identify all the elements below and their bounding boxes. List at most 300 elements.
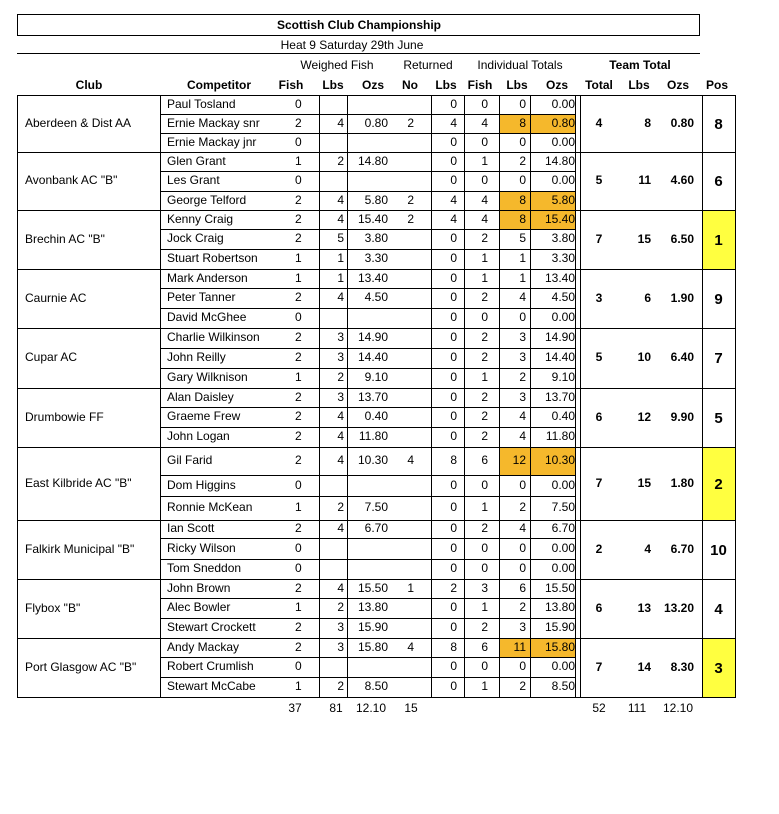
team-total-fish: 6 [595, 409, 603, 424]
individual-fish: 6 [481, 453, 488, 467]
returned-lbs: 0 [450, 96, 457, 111]
weighed-ozs: 13.70 [357, 389, 388, 404]
weighed-lbs: 2 [337, 370, 344, 384]
returned-lbs: 0 [450, 540, 457, 555]
individual-fish: 2 [481, 290, 488, 304]
weighed-fish: 1 [295, 500, 302, 514]
weighed-fish: 0 [295, 310, 302, 324]
weighed-lbs: 4 [337, 409, 344, 423]
team-total-ozs: 13.20 [663, 600, 694, 615]
grid-line [160, 677, 576, 678]
group-returned: Returned [403, 58, 453, 72]
weighed-fish: 2 [295, 290, 302, 304]
weighed-lbs: 4 [337, 115, 344, 130]
individual-fish: 1 [481, 500, 488, 514]
grid-line [530, 95, 531, 698]
col-individual-ozs: Ozs [545, 78, 568, 92]
individual-ozs: 6.70 [551, 521, 575, 535]
club-name: Falkirk Municipal "B" [25, 541, 135, 556]
weighed-ozs: 14.80 [357, 153, 388, 168]
weighed-fish: 2 [295, 580, 302, 595]
club-name: Flybox "B" [25, 600, 81, 615]
returned-lbs: 0 [450, 620, 457, 634]
team-total-lbs: 8 [644, 115, 651, 130]
team-total-lbs: 10 [637, 350, 651, 364]
individual-lbs: 8 [519, 192, 526, 207]
grid-line [160, 407, 576, 408]
individual-ozs: 8.50 [551, 679, 575, 693]
weighed-ozs: 3.30 [364, 251, 388, 265]
returned-lbs: 0 [450, 251, 457, 265]
weighed-ozs: 13.80 [357, 600, 388, 614]
weighed-lbs: 3 [337, 639, 344, 654]
weighed-fish: 2 [295, 521, 302, 535]
team-total-ozs: 1.80 [670, 475, 694, 490]
grid-line [699, 14, 700, 35]
individual-fish: 2 [481, 389, 488, 404]
club-position: 2 [714, 475, 723, 493]
returned-lbs: 8 [450, 639, 457, 654]
individual-fish: 3 [481, 580, 488, 595]
club-position: 3 [714, 659, 723, 677]
individual-ozs: 3.80 [551, 231, 575, 245]
individual-lbs: 0 [519, 310, 526, 324]
individual-ozs: 15.40 [544, 211, 575, 226]
individual-fish: 0 [481, 540, 488, 555]
weighed-fish: 2 [295, 115, 302, 130]
weighed-lbs: 5 [337, 231, 344, 245]
team-total-fish: 7 [595, 475, 603, 490]
individual-fish: 0 [481, 96, 488, 111]
grid-line [17, 447, 736, 448]
sheet-title: Scottish Club Championship [277, 18, 441, 32]
grand-total-fish: 37 [288, 701, 302, 715]
weighed-ozs: 6.70 [364, 521, 388, 535]
weighed-fish: 2 [295, 389, 302, 404]
grid-line [499, 95, 500, 698]
weighed-ozs: 0.80 [364, 115, 388, 130]
competitor-name: Les Grant [167, 173, 220, 187]
weighed-fish: 1 [295, 600, 302, 614]
weighed-ozs: 0.40 [364, 409, 388, 423]
returned-lbs: 4 [450, 192, 457, 207]
weighed-fish: 0 [295, 659, 302, 673]
grid-line [160, 348, 576, 349]
individual-ozs: 7.50 [551, 500, 575, 514]
individual-ozs: 14.40 [544, 350, 575, 364]
returned-lbs: 0 [450, 409, 457, 423]
individual-ozs: 0.00 [551, 310, 575, 324]
grid-line [17, 14, 700, 15]
individual-lbs: 4 [519, 290, 526, 304]
competitor-name: Jock Craig [167, 231, 224, 245]
individual-lbs: 3 [519, 620, 526, 634]
individual-lbs: 2 [519, 600, 526, 614]
col-club: Club [75, 78, 103, 92]
competitor-name: John Logan [167, 429, 230, 443]
club-position: 5 [714, 409, 723, 427]
individual-fish: 1 [481, 370, 488, 384]
individual-lbs: 0 [519, 173, 526, 187]
individual-lbs: 2 [519, 153, 526, 168]
weighed-fish: 2 [295, 453, 302, 467]
returned-lbs: 0 [450, 679, 457, 693]
returned-no: 2 [407, 192, 414, 207]
team-total-lbs: 15 [637, 475, 651, 490]
club-name: East Kilbride AC "B" [25, 475, 132, 490]
individual-lbs: 4 [519, 429, 526, 443]
returned-no: 4 [407, 453, 414, 467]
weighed-fish: 0 [295, 96, 302, 111]
team-total-lbs: 6 [644, 290, 651, 305]
individual-fish: 1 [481, 600, 488, 614]
grid-line [160, 368, 576, 369]
team-total-lbs: 13 [637, 600, 651, 615]
grid-line [702, 95, 703, 698]
team-total-ozs: 4.60 [670, 173, 694, 187]
grid-line [160, 95, 161, 698]
competitor-name: Tom Sneddon [167, 561, 242, 575]
grid-line [160, 229, 576, 230]
club-name: Caurnie AC [25, 290, 87, 305]
returned-lbs: 4 [450, 211, 457, 226]
individual-lbs: 1 [519, 251, 526, 265]
team-total-ozs: 6.50 [670, 231, 694, 246]
weighed-fish: 1 [295, 370, 302, 384]
competitor-name: Alan Daisley [167, 389, 234, 404]
club-name: Avonbank AC "B" [25, 173, 118, 187]
club-name: Port Glasgow AC "B" [25, 659, 137, 674]
individual-fish: 2 [481, 231, 488, 245]
grid-line [160, 288, 576, 289]
grid-line [160, 427, 576, 428]
individual-lbs: 2 [519, 679, 526, 693]
group-individual-totals: Individual Totals [477, 58, 563, 72]
individual-ozs: 14.80 [544, 153, 575, 168]
competitor-name: Stewart McCabe [167, 679, 256, 693]
weighed-lbs: 3 [337, 330, 344, 344]
club-position: 6 [714, 173, 723, 190]
individual-fish: 6 [481, 639, 488, 654]
grid-line [17, 638, 736, 639]
weighed-ozs: 8.50 [364, 679, 388, 693]
individual-fish: 1 [481, 251, 488, 265]
col-team-total: Total [585, 78, 613, 92]
returned-lbs: 8 [450, 453, 457, 467]
individual-ozs: 4.50 [551, 290, 575, 304]
individual-ozs: 11.80 [545, 429, 575, 443]
weighed-ozs: 4.50 [364, 290, 388, 304]
returned-lbs: 0 [450, 330, 457, 344]
individual-fish: 2 [481, 350, 488, 364]
individual-lbs: 3 [519, 350, 526, 364]
individual-fish: 2 [481, 409, 488, 423]
col-individual-fish: Fish [467, 78, 493, 92]
individual-fish: 0 [481, 134, 488, 149]
weighed-fish: 0 [295, 561, 302, 575]
returned-lbs: 0 [450, 561, 457, 575]
individual-ozs: 0.00 [551, 173, 575, 187]
competitor-name: Mark Anderson [167, 270, 248, 285]
weighed-fish: 2 [295, 211, 302, 226]
weighed-ozs: 15.80 [357, 639, 388, 654]
returned-lbs: 0 [450, 600, 457, 614]
team-total-ozs: 1.90 [670, 290, 694, 305]
weighed-ozs: 3.80 [364, 231, 388, 245]
individual-ozs: 14.90 [544, 330, 575, 344]
weighed-fish: 2 [295, 330, 302, 344]
weighed-fish: 1 [295, 251, 302, 265]
grid-line [580, 95, 581, 698]
weighed-fish: 1 [295, 679, 302, 693]
col-team-ozs: Ozs [666, 78, 689, 92]
returned-lbs: 0 [450, 134, 457, 149]
weighed-ozs: 10.30 [357, 453, 388, 467]
returned-lbs: 0 [450, 310, 457, 324]
individual-ozs: 0.00 [551, 477, 575, 492]
weighed-lbs: 2 [337, 679, 344, 693]
weighed-lbs: 3 [337, 350, 344, 364]
weighed-ozs: 5.80 [364, 192, 388, 207]
individual-fish: 4 [481, 115, 488, 130]
individual-ozs: 0.00 [551, 134, 575, 149]
grid-line [17, 328, 736, 329]
competitor-name: Peter Tanner [167, 290, 236, 304]
individual-ozs: 15.80 [544, 639, 575, 654]
grid-line [160, 133, 576, 134]
competitor-name: Dom Higgins [167, 477, 236, 492]
grid-line [431, 95, 432, 698]
individual-ozs: 13.70 [544, 389, 575, 404]
grand-total-team-fish: 52 [592, 701, 606, 715]
individual-lbs: 8 [519, 211, 526, 226]
individual-lbs: 0 [519, 540, 526, 555]
team-total-fish: 5 [595, 350, 603, 364]
col-returned-no: No [402, 78, 418, 92]
weighed-fish: 2 [295, 620, 302, 634]
returned-lbs: 0 [450, 350, 457, 364]
returned-lbs: 0 [450, 389, 457, 404]
individual-fish: 1 [481, 270, 488, 285]
col-team-lbs: Lbs [628, 78, 650, 92]
grid-line [347, 95, 348, 698]
individual-lbs: 6 [519, 580, 526, 595]
club-name: Cupar AC [25, 350, 78, 364]
returned-no: 2 [407, 115, 414, 130]
grid-line [319, 95, 320, 698]
individual-lbs: 4 [519, 409, 526, 423]
individual-fish: 4 [481, 192, 488, 207]
individual-ozs: 9.10 [551, 370, 575, 384]
returned-no: 2 [407, 211, 414, 226]
returned-no: 1 [407, 580, 414, 595]
individual-lbs: 2 [519, 370, 526, 384]
individual-lbs: 8 [519, 115, 526, 130]
weighed-lbs: 1 [337, 251, 344, 265]
individual-fish: 1 [481, 153, 488, 168]
grid-line [17, 210, 736, 211]
grid-line [160, 559, 576, 560]
weighed-fish: 0 [295, 477, 302, 492]
weighed-lbs: 2 [337, 600, 344, 614]
weighed-lbs: 4 [337, 429, 344, 443]
competitor-name: George Telford [167, 192, 247, 207]
individual-lbs: 2 [519, 500, 526, 514]
team-total-lbs: 14 [637, 659, 651, 674]
individual-ozs: 0.80 [551, 115, 575, 130]
weighed-lbs: 1 [337, 270, 344, 285]
weighed-ozs: 14.40 [357, 350, 388, 364]
competitor-name: Gary Wilknison [167, 370, 248, 384]
grid-line [160, 171, 576, 172]
col-weighed-fish: Fish [278, 78, 304, 92]
individual-ozs: 0.40 [551, 409, 575, 423]
individual-fish: 2 [481, 330, 488, 344]
grid-line [17, 269, 736, 270]
grand-total-returned: 15 [404, 701, 418, 715]
grid-line [160, 618, 576, 619]
returned-lbs: 0 [450, 290, 457, 304]
club-name: Brechin AC "B" [25, 231, 105, 246]
weighed-lbs: 4 [337, 521, 344, 535]
col-competitor: Competitor [187, 78, 251, 92]
team-total-lbs: 12 [637, 409, 651, 424]
individual-fish: 0 [481, 310, 488, 324]
competitor-name: Andy Mackay [167, 639, 240, 654]
individual-ozs: 0.00 [551, 540, 575, 555]
club-position: 10 [710, 541, 727, 559]
weighed-lbs: 3 [337, 389, 344, 404]
competitor-name: Paul Tosland [167, 96, 236, 111]
grid-line [160, 538, 576, 539]
individual-lbs: 0 [519, 477, 526, 492]
returned-lbs: 0 [450, 521, 457, 535]
group-weighed-fish: Weighed Fish [300, 58, 374, 72]
competitor-name: Alec Bowler [167, 600, 231, 614]
returned-lbs: 0 [450, 500, 457, 514]
individual-ozs: 10.30 [544, 453, 575, 467]
grid-line [17, 35, 700, 36]
team-total-ozs: 9.90 [670, 409, 694, 424]
individual-fish: 0 [481, 477, 488, 492]
competitor-name: John Reilly [167, 350, 226, 364]
col-weighed-lbs: Lbs [322, 78, 344, 92]
club-name: Drumbowie FF [25, 409, 104, 424]
competitor-name: Ernie Mackay jnr [167, 134, 257, 149]
competitor-name: David McGhee [167, 310, 247, 324]
grand-total-team-ozs: 12.10 [662, 701, 694, 715]
individual-fish: 2 [481, 521, 488, 535]
individual-lbs: 4 [519, 521, 526, 535]
weighed-fish: 1 [295, 153, 302, 168]
team-total-fish: 2 [595, 541, 603, 556]
weighed-lbs: 4 [337, 211, 344, 226]
competitor-name: Ernie Mackay snr [167, 115, 260, 130]
grid-line [160, 249, 576, 250]
weighed-ozs: 15.90 [357, 620, 388, 634]
grid-line [160, 496, 576, 497]
individual-fish: 1 [481, 679, 488, 693]
individual-fish: 2 [481, 429, 488, 443]
returned-lbs: 0 [450, 429, 457, 443]
col-weighed-ozs: Ozs [361, 78, 384, 92]
individual-ozs: 0.00 [551, 96, 575, 111]
grand-total-team-lbs: 111 [627, 701, 647, 715]
club-position: 8 [714, 115, 723, 133]
weighed-lbs: 4 [337, 290, 344, 304]
returned-lbs: 4 [450, 115, 457, 130]
grid-line [160, 191, 576, 192]
individual-fish: 4 [481, 211, 488, 226]
team-total-fish: 7 [595, 231, 603, 246]
competitor-name: Ricky Wilson [167, 540, 236, 555]
weighed-ozs: 13.40 [357, 270, 388, 285]
weighed-fish: 2 [295, 350, 302, 364]
grid-line [575, 95, 576, 698]
individual-lbs: 0 [519, 659, 526, 673]
individual-ozs: 0.00 [551, 561, 575, 575]
grid-line [17, 579, 736, 580]
weighed-fish: 1 [295, 270, 302, 285]
individual-lbs: 11 [513, 639, 526, 654]
competitor-name: Ian Scott [167, 521, 215, 535]
individual-lbs: 0 [519, 561, 526, 575]
weighed-fish: 2 [295, 639, 302, 654]
weighed-ozs: 7.50 [364, 500, 388, 514]
team-total-lbs: 11 [638, 173, 651, 187]
weighed-fish: 2 [295, 192, 302, 207]
weighed-lbs: 2 [337, 500, 344, 514]
returned-lbs: 0 [450, 173, 457, 187]
team-total-fish: 3 [595, 290, 603, 305]
individual-ozs: 15.50 [544, 580, 575, 595]
weighed-ozs: 15.50 [357, 580, 388, 595]
grid-line [17, 95, 18, 698]
returned-lbs: 0 [450, 477, 457, 492]
grand-total-lbs: 81 [329, 701, 343, 715]
individual-lbs: 3 [519, 389, 526, 404]
competitor-name: Glen Grant [167, 153, 226, 168]
individual-ozs: 13.80 [544, 600, 575, 614]
competitor-name: John Brown [167, 580, 231, 595]
team-total-fish: 4 [595, 115, 603, 130]
competitor-name: Stewart Crockett [167, 620, 256, 634]
team-total-lbs: 15 [637, 231, 651, 246]
grid-line [17, 152, 736, 153]
grid-line [17, 53, 700, 54]
returned-lbs: 0 [450, 153, 457, 168]
team-total-ozs: 6.40 [670, 350, 694, 364]
individual-fish: 0 [481, 173, 488, 187]
weighed-lbs: 4 [337, 192, 344, 207]
grid-line [160, 657, 576, 658]
weighed-lbs: 4 [337, 580, 344, 595]
returned-lbs: 0 [450, 270, 457, 285]
group-team-total: Team Total [609, 58, 671, 72]
team-total-fish: 5 [595, 173, 603, 187]
club-position: 1 [714, 231, 723, 249]
grid-line [17, 520, 736, 521]
grid-line [17, 14, 18, 35]
weighed-lbs: 4 [337, 453, 344, 467]
grid-line [160, 598, 576, 599]
returned-lbs: 0 [450, 659, 457, 673]
weighed-fish: 0 [295, 540, 302, 555]
competitor-name: Kenny Craig [167, 211, 234, 226]
club-name: Aberdeen & Dist AA [25, 115, 132, 130]
individual-lbs: 0 [519, 134, 526, 149]
individual-ozs: 3.30 [551, 251, 575, 265]
